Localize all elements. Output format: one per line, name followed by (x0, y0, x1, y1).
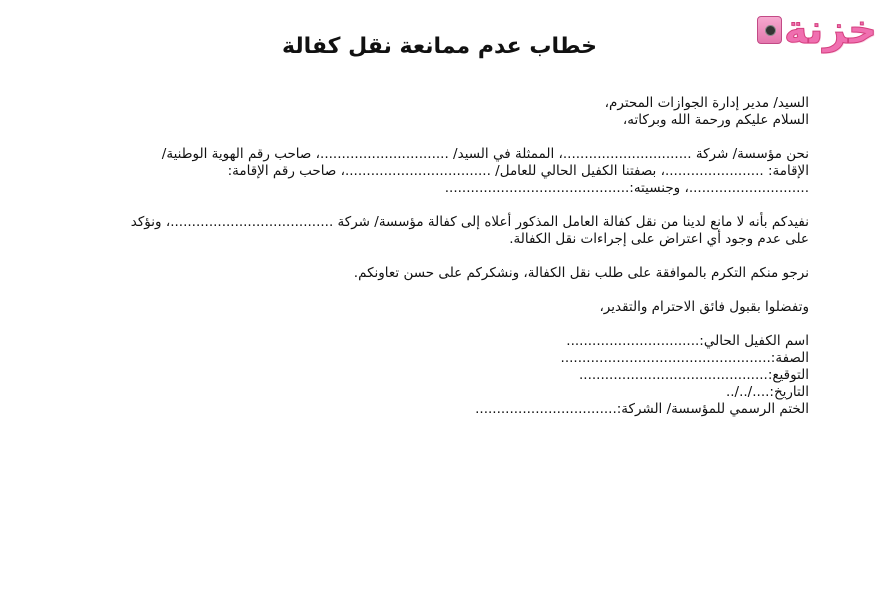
greeting (49, 95, 809, 129)
greeting-addressee: السيد/ مدير إدارة الجوازات المحترم، (604, 95, 809, 111)
capacity-field: الصفة:................................................. (560, 350, 809, 366)
stamp-field: الختم الرسمي للمؤسسة/ الشركة:................................. (475, 401, 809, 417)
notice-paragraph (49, 214, 809, 248)
intro-line-3: ............................، وجنسيته:........................................... (444, 180, 809, 196)
letter-body (49, 95, 809, 418)
page-title: خطاب عدم ممانعة نقل كفالة (281, 34, 598, 59)
request-paragraph: نرجو منكم التكرم بالموافقة على طلب نقل الكفالة، ونشكركم على حسن تعاونكم. (353, 265, 809, 281)
greeting-salutation: السلام عليكم ورحمة الله وبركاته، (622, 112, 809, 128)
signature-block (49, 333, 809, 418)
intro-line-1: نحن مؤسسة/ شركة ..............................، الممثلة في السيد/ ..............................، صاحب رقم الهوية الوطنية/ (161, 146, 809, 162)
sponsor-name-field: اسم الكفيل الحالي:............................... (566, 333, 809, 349)
logo-text: خزنة (784, 7, 877, 53)
notice-line-1: نفيدكم بأنه لا مانع لدينا من نقل كفالة العامل المذكور أعلاه إلى كفالة مؤسسة/ شركة ......................................، ونؤكد (130, 214, 809, 230)
signature-field: التوقيع:............................................ (579, 367, 809, 383)
intro-paragraph (49, 146, 809, 197)
closing-paragraph: وتفضلوا بقبول فائق الاحترام والتقدير، (599, 299, 809, 315)
date-field: التاريخ:..../../.. (725, 384, 809, 400)
intro-line-2: الإقامة: .......................، بصفتنا الكفيل الحالي للعامل/ ..................................، صاحب رقم الإقامة: (227, 163, 809, 179)
notice-line-2: على عدم وجود أي اعتراض على إجراءات نقل الكفالة. (509, 231, 809, 247)
